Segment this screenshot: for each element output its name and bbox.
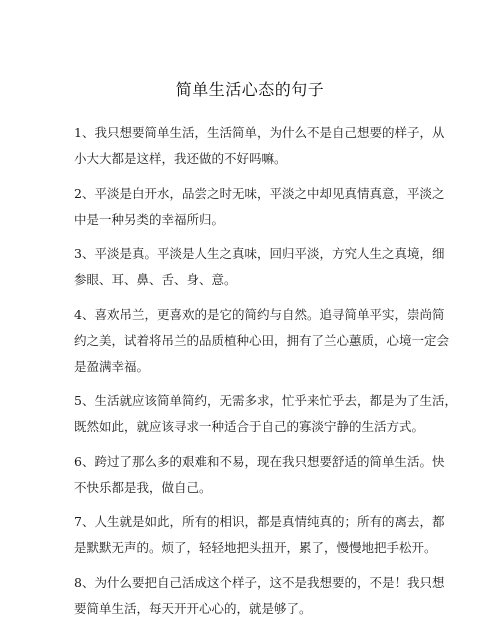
item-line: 7、人生就是如此，所有的相识，都是真情纯真的；所有的离去，都	[74, 514, 445, 529]
list-item	[74, 120, 445, 172]
item-line: 既然如此，就应该寻求一种适合于自己的寡淡宁静的生活方式。	[74, 419, 425, 434]
item-line: 3、平淡是真。平淡是人生之真味，回归平淡，方究人生之真境，细	[74, 246, 445, 261]
list-item	[74, 388, 457, 440]
list-item	[74, 570, 445, 622]
page-title: 简单生活心态的句子	[175, 80, 325, 99]
list-item	[74, 302, 450, 380]
item-line: 6、跨过了那么多的艰难和不易，现在我只想要舒适的简单生活。快	[74, 453, 445, 469]
item-line: 中是一种另类的幸福所归。	[74, 211, 225, 227]
item-line: 小大大都是这样，我还做的不好吗嘛。	[74, 151, 287, 166]
item-line: 8、为什么要把自己活成这个样子，这不是我想要的，不是！我只想	[74, 574, 445, 590]
item-line: 要简单生活，每天开开心心的，就是够了。	[74, 600, 312, 616]
item-line: 4、喜欢吊兰，更喜欢的是它的简约与自然。追寻简单平实，崇尚简	[74, 306, 445, 322]
sentence-list	[74, 120, 457, 630]
item-line: 5、生活就应该简单简约，无需多求，忙乎来忙乎去，都是为了生活，	[74, 393, 457, 408]
item-line: 2、平淡是白开水，品尝之时无味，平淡之中却见真情真意，平淡之	[74, 185, 445, 201]
item-line: 是默默无声的。烦了，轻轻地把头扭开，累了，慢慢地把手松开。	[74, 540, 437, 555]
item-line: 参眼、耳、鼻、舌、身、意。	[74, 272, 237, 287]
item-line: 1、我只想要简单生活，生活简单，为什么不是自己想要的样子，从	[74, 125, 445, 140]
item-line: 约之美，试着将吊兰的品质植种心田，拥有了兰心蕙质，心境一定会	[74, 332, 450, 348]
list-item	[74, 449, 445, 501]
list-item	[74, 509, 445, 561]
list-item	[74, 241, 445, 293]
list-item	[74, 181, 445, 233]
item-line: 是盈满幸福。	[74, 358, 150, 374]
item-line: 不快乐都是我，做自己。	[74, 479, 212, 495]
